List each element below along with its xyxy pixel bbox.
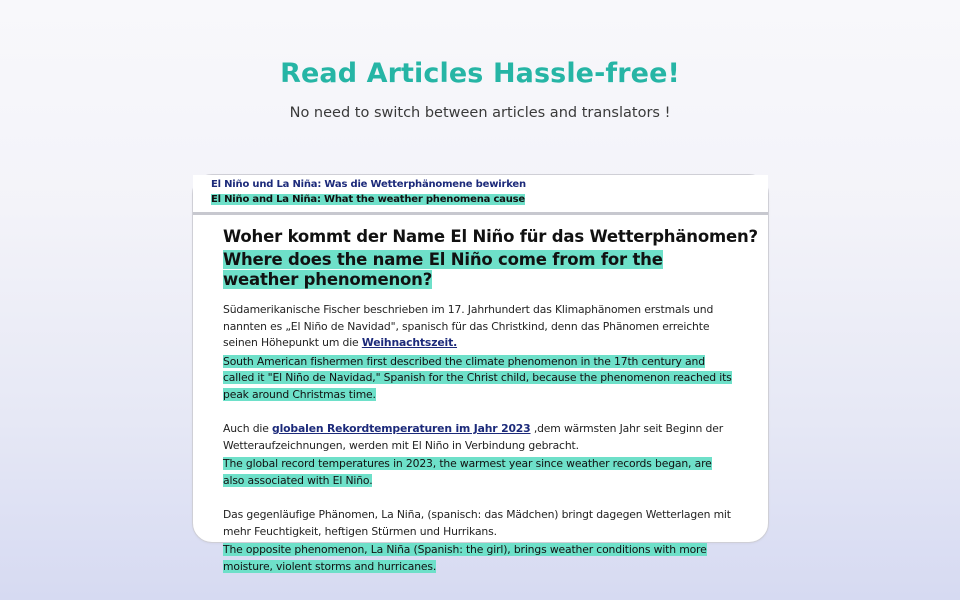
article-preview-card <box>192 174 769 573</box>
paragraph-text: Südamerikanische Fischer beschrieben im 17. Jahrhundert das Klimaphänomen erstmals und nannten es „El Niño de Navidad", spanisch für das Christkind, denn das Phänomen erreichte seinen Höhepunkt um die <box>223 303 714 349</box>
translation-highlight: The global record temperatures in 2023, the warmest year since weather records began, are also associated with El Niño. <box>223 457 712 487</box>
paragraph-block <box>223 421 733 489</box>
section-heading-original: Woher kommt der Name El Niño für das Wetterphänomen? <box>223 227 758 246</box>
weihnachtszeit-link[interactable]: Weihnachtszeit. <box>361 336 458 349</box>
section-heading-translation <box>223 250 693 290</box>
paragraph-translation <box>223 354 733 404</box>
article-body <box>223 227 758 575</box>
translation-highlight: The opposite phenomenon, La Niña (Spanish: the girl), brings weather conditions with more moisture, violent storms and hurricanes. <box>223 543 707 573</box>
paragraph-original <box>223 507 733 540</box>
paragraph-text: ,dem wärmsten Jahr seit Beginn der Wetteraufzeichnungen, werden mit El Niño in Verbindung gebracht. <box>223 422 723 452</box>
paragraph-block <box>223 302 733 403</box>
hero-subtitle: No need to switch between articles and translators ! <box>289 105 671 121</box>
paragraph-translation <box>223 456 733 489</box>
hero-title: Read Articles Hassle-free! <box>280 58 680 89</box>
paragraph-original <box>223 421 733 454</box>
paragraph-original <box>223 302 733 352</box>
translation-highlight: South American fishermen first described the climate phenomenon in the 17th century and called it "El Niño de Navidad," Spanish for the Christ child, because the phenomenon reached its peak around Christmas time. <box>223 354 732 401</box>
article-header <box>193 175 768 215</box>
paragraph-text: Das gegenläufige Phänomen, La Niña, (spanisch: das Mädchen) bringt dagegen Wetterlagen mit mehr Feuchtigkeit, heftigen Stürmen und Hurrikans. <box>223 508 731 538</box>
paragraph-block <box>223 507 733 575</box>
translation-highlight: Where does the name El Niño come from for the weather phenomenon? <box>223 250 663 289</box>
translation-highlight: El Niño and La Niña: What the weather phenomena cause <box>211 194 525 205</box>
article-title-translation <box>211 194 525 205</box>
paragraph-translation <box>223 542 733 575</box>
rekordtemperaturen-link[interactable]: globalen Rekordtemperaturen im Jahr 2023 <box>272 422 531 435</box>
article-title-original: El Niño und La Niña: Was die Wetterphänomene bewirken <box>211 179 526 190</box>
paragraph-text: Auch die <box>223 422 273 435</box>
